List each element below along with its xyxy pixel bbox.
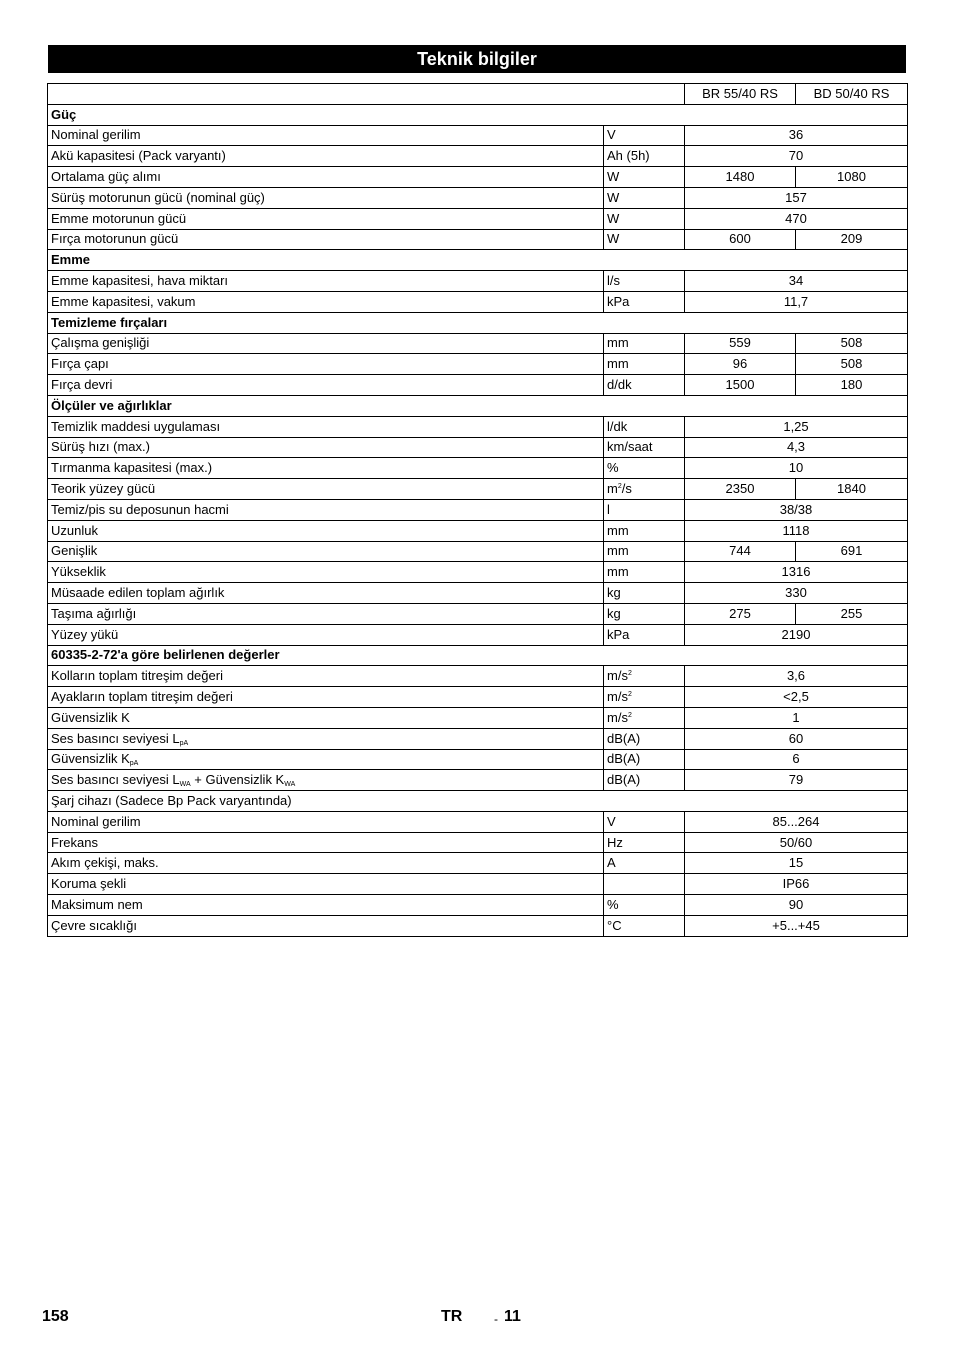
label-text: Çalışma genişliği — [51, 335, 150, 351]
label-text: Teorik yüzey gücü — [51, 481, 156, 497]
row-value-br: 744 — [685, 541, 796, 562]
section-label: Emme — [48, 250, 908, 271]
row-unit — [604, 770, 685, 791]
header-model-bd: BD 50/40 RS — [796, 84, 908, 105]
row-value-shared: 79 — [685, 770, 908, 791]
row-label — [48, 728, 604, 749]
table-row — [48, 520, 908, 541]
unit-text: mm — [607, 564, 629, 580]
unit-text: W — [607, 189, 620, 205]
label-text: Emme kapasitesi, vakum — [51, 293, 196, 309]
row-label — [48, 562, 604, 583]
row-label — [48, 229, 604, 250]
row-unit — [604, 874, 685, 895]
row-value-shared: 90 — [685, 895, 908, 916]
row-label — [48, 271, 604, 292]
row-unit — [604, 416, 685, 437]
label-text: Çevre sıcaklığı — [51, 917, 137, 933]
row-value-shared: 38/38 — [685, 499, 908, 520]
table-row — [48, 146, 908, 167]
table-row — [48, 458, 908, 479]
unit-text: dB(A) — [607, 751, 641, 767]
label-text: Koruma şekli — [51, 876, 127, 892]
unit-text: m — [607, 481, 618, 497]
row-value-shared: 470 — [685, 208, 908, 229]
row-value-shared: 50/60 — [685, 832, 908, 853]
row-unit — [604, 624, 685, 645]
row-value-shared: 70 — [685, 146, 908, 167]
table-row — [48, 832, 908, 853]
row-label — [48, 520, 604, 541]
label-text: Frekans — [51, 834, 98, 850]
row-value-shared: +5...+45 — [685, 915, 908, 936]
section-header-row — [48, 312, 908, 333]
row-value-shared: 6 — [685, 749, 908, 770]
table-row — [48, 271, 908, 292]
table-row — [48, 811, 908, 832]
row-unit — [604, 125, 685, 146]
row-label — [48, 853, 604, 874]
label-subscript: pA — [129, 760, 139, 768]
row-value-shared: 85...264 — [685, 811, 908, 832]
row-label — [48, 874, 604, 895]
unit-text: mm — [607, 335, 629, 351]
row-value-shared: 3,6 — [685, 666, 908, 687]
table-row — [48, 603, 908, 624]
unit-text: m/s — [607, 668, 628, 684]
label-text: Kolların toplam titreşim değeri — [51, 668, 223, 684]
row-label — [48, 167, 604, 188]
row-label — [48, 603, 604, 624]
section-header-row — [48, 250, 908, 271]
label-text: Nominal gerilim — [51, 127, 141, 143]
unit-text: m/s — [607, 689, 628, 704]
row-value-bd: 180 — [796, 375, 908, 396]
row-label — [48, 499, 604, 520]
row-value-bd: 508 — [796, 354, 908, 375]
unit-superscript: 2 — [627, 691, 632, 698]
label-text: Taşıma ağırlığı — [51, 605, 137, 621]
table-row — [48, 333, 908, 354]
label-text: Emme kapasitesi, hava miktarı — [51, 273, 229, 289]
section-label: 60335-2-72'a göre belirlenen değerler — [48, 645, 908, 666]
row-label — [48, 146, 604, 167]
row-label — [48, 333, 604, 354]
label-text: Emme motorunun gücü — [51, 210, 187, 226]
label-text: Tırmanma kapasitesi (max.) — [51, 460, 213, 476]
row-unit — [604, 749, 685, 770]
row-value-shared: 1316 — [685, 562, 908, 583]
label-text: Temizlik maddesi uygulaması — [51, 418, 221, 434]
row-unit — [604, 208, 685, 229]
row-unit — [604, 915, 685, 936]
table-row — [48, 291, 908, 312]
table-row — [48, 562, 908, 583]
row-value-shared: <2,5 — [685, 687, 908, 708]
table-row — [48, 479, 908, 500]
row-unit — [604, 146, 685, 167]
table-row — [48, 853, 908, 874]
row-unit — [604, 499, 685, 520]
unit-text: dB(A) — [607, 772, 641, 788]
row-label — [48, 187, 604, 208]
row-label — [48, 895, 604, 916]
table-row — [48, 749, 908, 770]
row-value-br: 275 — [685, 603, 796, 624]
unit-text: d/dk — [607, 377, 632, 393]
section-header-row — [48, 395, 908, 416]
table-row — [48, 229, 908, 250]
row-unit — [604, 853, 685, 874]
row-label — [48, 666, 604, 687]
row-unit — [604, 811, 685, 832]
row-value-bd: 209 — [796, 229, 908, 250]
row-value-shared: 330 — [685, 583, 908, 604]
unit-text: km/saat — [607, 439, 653, 455]
row-label — [48, 541, 604, 562]
table-row — [48, 666, 908, 687]
row-unit — [604, 603, 685, 624]
label-text: Uzunluk — [51, 522, 98, 538]
footer-dash: - — [494, 1312, 498, 1326]
table-row — [48, 499, 908, 520]
row-value-br: 2350 — [685, 479, 796, 500]
table-row — [48, 541, 908, 562]
subsection-row — [48, 791, 908, 812]
row-value-bd: 255 — [796, 603, 908, 624]
section-label: Güç — [48, 104, 908, 125]
row-label — [48, 291, 604, 312]
table-row — [48, 437, 908, 458]
row-value-shared: 15 — [685, 853, 908, 874]
language-code: TR — [441, 1308, 463, 1325]
unit-superscript: 2 — [617, 483, 622, 491]
label-text: Nominal gerilim — [51, 813, 141, 829]
row-label — [48, 354, 604, 375]
row-unit — [604, 583, 685, 604]
unit-text: W — [607, 231, 620, 247]
row-value-bd: 508 — [796, 333, 908, 354]
unit-text: l/dk — [607, 418, 628, 434]
row-unit — [604, 187, 685, 208]
row-label — [48, 832, 604, 853]
unit-text: kPa — [607, 293, 630, 309]
table-row — [48, 770, 908, 791]
header-model-br: BR 55/40 RS — [685, 84, 796, 105]
row-value-bd: 1840 — [796, 479, 908, 500]
unit-text: kg — [607, 605, 621, 621]
unit-text: V — [607, 813, 616, 829]
row-value-shared: 1,25 — [685, 416, 908, 437]
label-text: Akım çekişi, maks. — [51, 855, 159, 871]
unit-superscript: 2 — [627, 670, 632, 678]
row-value-shared: 1118 — [685, 520, 908, 541]
label-text: Fırça devri — [51, 377, 113, 393]
row-unit — [604, 333, 685, 354]
row-value-bd: 1080 — [796, 167, 908, 188]
label-text: Akü kapasitesi (Pack varyantı) — [51, 148, 226, 164]
table-row — [48, 707, 908, 728]
table-row — [48, 874, 908, 895]
label-text: Müsaade edilen toplam ağırlık — [51, 585, 225, 601]
row-unit — [604, 437, 685, 458]
row-value-br: 1500 — [685, 375, 796, 396]
label-text: Fırça motorunun gücü — [51, 231, 179, 247]
unit-text: W — [607, 210, 620, 226]
row-unit — [604, 707, 685, 728]
table-row — [48, 167, 908, 188]
unit-text: % — [607, 460, 619, 476]
page-number: 158 — [42, 1308, 69, 1325]
table-row — [48, 375, 908, 396]
row-label — [48, 687, 604, 708]
table-header-row — [48, 84, 908, 105]
label-text: Sürüş motorunun gücü (nominal güç) — [51, 189, 265, 205]
row-value-shared: 36 — [685, 125, 908, 146]
table-row — [48, 354, 908, 375]
row-unit — [604, 895, 685, 916]
row-unit — [604, 458, 685, 479]
unit-text: Hz — [607, 834, 623, 850]
label-text: Ayakların toplam titreşim değeri — [51, 689, 233, 704]
label-text: Genişlik — [51, 543, 98, 559]
unit-text: Ah (5h) — [607, 148, 650, 164]
table-row — [48, 187, 908, 208]
section-header-row — [48, 104, 908, 125]
unit-text: V — [607, 127, 616, 143]
table-row — [48, 915, 908, 936]
unit-text: mm — [607, 522, 629, 538]
table-row — [48, 728, 908, 749]
row-label — [48, 915, 604, 936]
row-unit — [604, 167, 685, 188]
table-row — [48, 125, 908, 146]
section-header-row — [48, 645, 908, 666]
row-unit — [604, 271, 685, 292]
row-value-br: 600 — [685, 229, 796, 250]
row-value-shared: 4,3 — [685, 437, 908, 458]
label-text: Fırça çapı — [51, 356, 109, 372]
row-label — [48, 811, 604, 832]
row-unit — [604, 541, 685, 562]
row-unit — [604, 666, 685, 687]
row-value-shared: 60 — [685, 728, 908, 749]
row-unit — [604, 229, 685, 250]
unit-text: kPa — [607, 626, 630, 642]
row-value-br: 559 — [685, 333, 796, 354]
label-text: Ses basıncı seviyesi L — [51, 730, 180, 746]
unit-text: l/s — [607, 273, 620, 289]
row-value-shared: IP66 — [685, 874, 908, 895]
row-label — [48, 416, 604, 437]
page-title: Teknik bilgiler — [48, 45, 906, 73]
row-label — [48, 624, 604, 645]
row-unit — [604, 728, 685, 749]
unit-text: W — [607, 169, 620, 185]
row-label — [48, 375, 604, 396]
row-value-shared: 2190 — [685, 624, 908, 645]
row-label — [48, 583, 604, 604]
unit-text: dB(A) — [607, 730, 641, 746]
table-row — [48, 895, 908, 916]
label-text: Sürüş hızı (max.) — [51, 439, 150, 455]
row-label — [48, 479, 604, 500]
unit-text: m/s — [607, 709, 628, 725]
unit-text: mm — [607, 543, 629, 559]
row-value-shared: 11,7 — [685, 291, 908, 312]
row-unit — [604, 562, 685, 583]
row-label — [48, 458, 604, 479]
row-label — [48, 749, 604, 770]
label-text: Temiz/pis su deposunun hacmi — [51, 501, 229, 517]
row-unit — [604, 687, 685, 708]
row-value-br: 96 — [685, 354, 796, 375]
table-row — [48, 583, 908, 604]
table-row — [48, 624, 908, 645]
label-text: Yükseklik — [51, 564, 106, 580]
unit-text: l — [607, 501, 610, 517]
section-page-number: 11 — [504, 1308, 521, 1325]
label-text: Ses basıncı seviyesi L — [51, 772, 180, 788]
label-text-mid: + Güvensizlik K — [190, 772, 285, 788]
table-row — [48, 416, 908, 437]
unit-text: A — [607, 855, 616, 871]
label-text: Güvensizlik K — [51, 751, 130, 767]
row-unit — [604, 520, 685, 541]
unit-text: kg — [607, 585, 621, 601]
row-label — [48, 770, 604, 791]
row-value-shared: 10 — [685, 458, 908, 479]
row-value-bd: 691 — [796, 541, 908, 562]
table-row — [48, 687, 908, 708]
row-label — [48, 707, 604, 728]
section-label: Temizleme fırçaları — [48, 312, 908, 333]
header-blank — [48, 84, 685, 105]
label-text: Güvensizlik K — [51, 709, 130, 725]
row-unit — [604, 832, 685, 853]
label-subscript: WA — [179, 781, 191, 789]
row-value-shared: 34 — [685, 271, 908, 292]
unit-text-tail: /s — [621, 481, 632, 497]
row-value-br: 1480 — [685, 167, 796, 188]
row-unit — [604, 479, 685, 500]
label-text: Ortalama güç alımı — [51, 169, 161, 185]
unit-text: °C — [607, 917, 622, 933]
label-text: Maksimum nem — [51, 896, 143, 912]
row-unit — [604, 291, 685, 312]
unit-text: mm — [607, 356, 629, 372]
spec-table — [47, 83, 908, 937]
row-label — [48, 437, 604, 458]
row-unit — [604, 354, 685, 375]
label-text: Yüzey yükü — [51, 626, 119, 642]
section-label: Şarj cihazı (Sadece Bp Pack varyantında) — [48, 791, 908, 812]
unit-superscript: 2 — [627, 711, 632, 719]
row-label — [48, 125, 604, 146]
row-label — [48, 208, 604, 229]
row-unit — [604, 375, 685, 396]
table-row — [48, 208, 908, 229]
row-value-shared: 157 — [685, 187, 908, 208]
section-label: Ölçüler ve ağırlıklar — [48, 395, 908, 416]
label-subscript: pA — [179, 739, 189, 747]
row-value-shared: 1 — [685, 707, 908, 728]
label-subscript: WA — [284, 781, 296, 789]
unit-text: % — [607, 896, 619, 912]
